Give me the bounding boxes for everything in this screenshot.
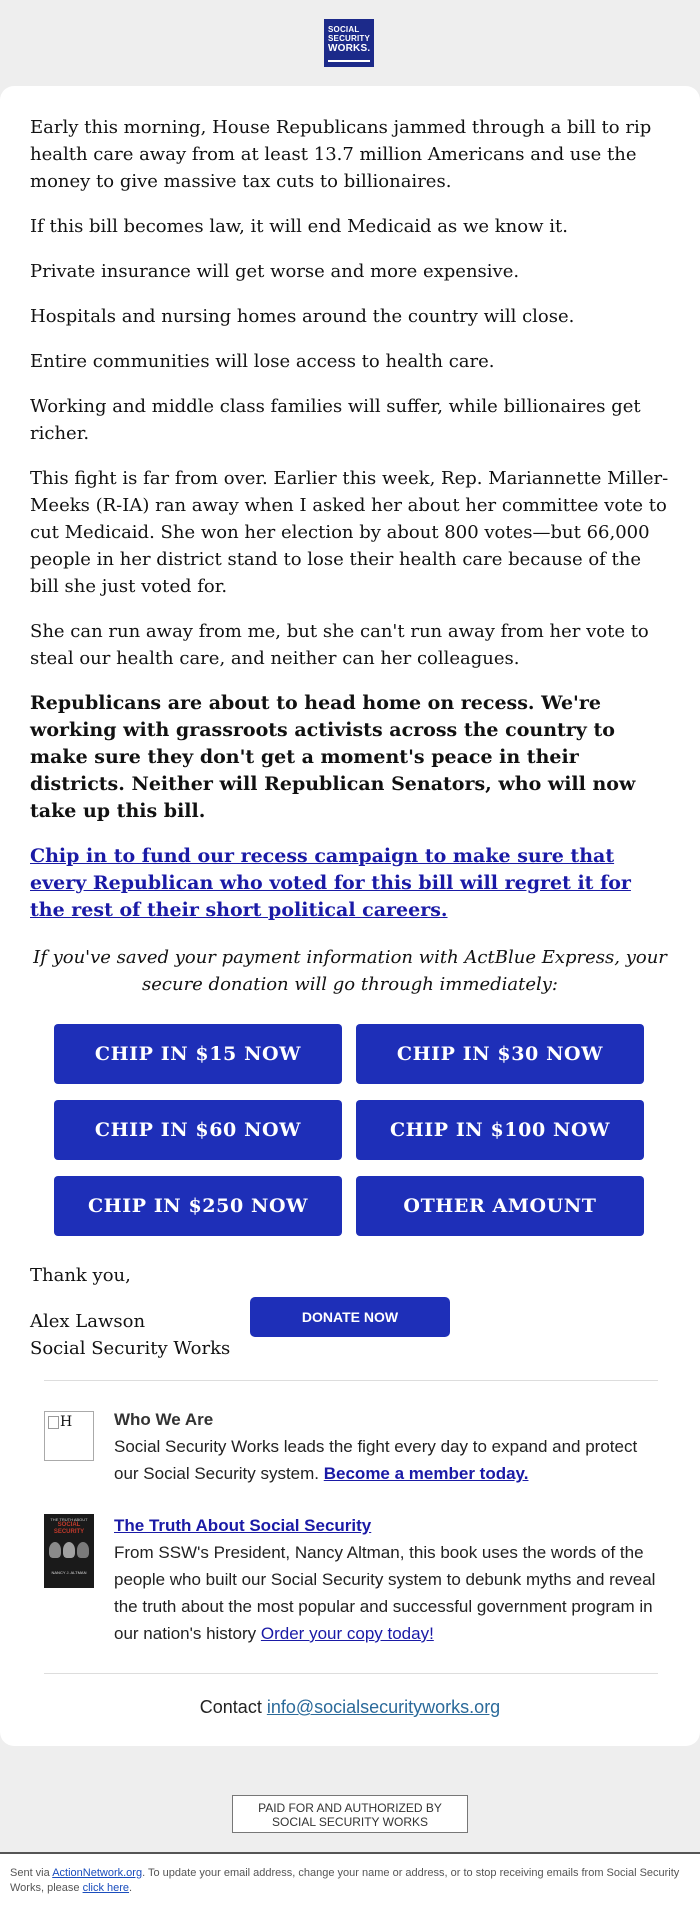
logo-line-1: SOCIAL bbox=[328, 25, 360, 34]
broken-image bbox=[44, 1411, 94, 1461]
header bbox=[0, 0, 700, 86]
portrait-icon bbox=[49, 1542, 61, 1558]
ssw-logo[interactable] bbox=[324, 19, 374, 67]
logo-underline bbox=[328, 60, 370, 62]
email-card bbox=[0, 86, 700, 1746]
chip-in-30-button[interactable]: CHIP IN $30 NOW bbox=[356, 1024, 644, 1084]
book-cover-top: THE TRUTH ABOUT bbox=[50, 1517, 88, 1522]
footer-middle: . To update your email address, change your name or address, or to stop receiving emails from Social Security Works, please bbox=[10, 1867, 680, 1894]
paragraph: Working and middle class families will suffer, while billionaires get richer. bbox=[30, 396, 641, 444]
signoff-thanks: Thank you, bbox=[30, 1265, 131, 1286]
divider bbox=[44, 1380, 658, 1381]
chip-in-100-button[interactable]: CHIP IN $100 NOW bbox=[356, 1100, 644, 1160]
contact-email-link[interactable]: info@socialsecurityworks.org bbox=[266, 1697, 501, 1717]
actblue-note: If you've saved your payment information with ActBlue Express, your secure donation will go through immediately: bbox=[33, 947, 667, 995]
who-we-are-title: Who We Are bbox=[114, 1410, 214, 1429]
actionnetwork-link[interactable]: ActionNetwork.org bbox=[52, 1867, 143, 1879]
broken-image-alt: H bbox=[60, 1414, 73, 1430]
other-amount-button[interactable]: OTHER AMOUNT bbox=[356, 1176, 644, 1236]
who-we-are-text: Social Security Works leads the fight every day to expand and protect our Social Security system. bbox=[114, 1437, 638, 1483]
book-cover-title: SOCIAL SECURITY bbox=[53, 1522, 85, 1535]
book-cover-portraits bbox=[44, 1542, 94, 1558]
paid-line-1: PAID FOR AND AUTHORIZED BY bbox=[258, 1801, 442, 1815]
chip-in-15-button[interactable]: CHIP IN $15 NOW bbox=[54, 1024, 342, 1084]
signoff-name: Alex Lawson bbox=[30, 1311, 146, 1332]
footer-prefix: Sent via bbox=[10, 1867, 50, 1879]
chip-in-250-button[interactable]: CHIP IN $250 NOW bbox=[54, 1176, 342, 1236]
divider bbox=[44, 1673, 658, 1674]
paragraph: This fight is far from over. Earlier this week, Rep. Mariannette Miller-Meeks (R-IA) ran away when I asked her about her committee vote to cut Medicaid. She won her election by about 800 votes—but 66,000 people in her district stand to lose their health care because of the bill she just voted for. bbox=[30, 468, 669, 597]
portrait-icon bbox=[77, 1542, 89, 1558]
book-block bbox=[114, 1512, 659, 1647]
broken-image-icon bbox=[48, 1416, 59, 1429]
paragraph: If this bill becomes law, it will end Medicaid as we know it. bbox=[30, 216, 568, 237]
donation-button-grid bbox=[54, 1024, 670, 1236]
contact-line bbox=[0, 1697, 700, 1718]
paid-line-2: SOCIAL SECURITY WORKS bbox=[271, 1815, 429, 1829]
paragraph: Hospitals and nursing homes around the country will close. bbox=[30, 306, 575, 327]
chip-in-60-button[interactable]: CHIP IN $60 NOW bbox=[54, 1100, 342, 1160]
unsubscribe-link[interactable]: click here bbox=[82, 1882, 130, 1894]
paid-for-box bbox=[232, 1795, 468, 1833]
chip-in-link[interactable]: Chip in to fund our recess campaign to make sure that every Republican who voted for this bill will regret it for the rest of their short political careers. bbox=[30, 845, 631, 921]
paragraph: She can run away from me, but she can't run away from her vote to steal our health care, and neither can her colleagues. bbox=[30, 621, 649, 669]
paragraph: Private insurance will get worse and more expensive. bbox=[30, 261, 520, 282]
book-title-link[interactable]: The Truth About Social Security bbox=[114, 1516, 372, 1535]
bold-paragraph: Republicans are about to head home on recess. We're working with grassroots activists across the country to make sure they don't get a moment's peace in their districts. Neither will Republican Senators, who will now take up this bill. bbox=[30, 692, 636, 822]
logo-line-3: WORKS. bbox=[328, 43, 371, 54]
email-body bbox=[30, 114, 670, 1362]
portrait-icon bbox=[63, 1542, 75, 1558]
footer-end: . bbox=[129, 1882, 133, 1894]
book-cover-author: NANCY J. ALTMAN bbox=[51, 1570, 87, 1575]
who-we-are-block bbox=[114, 1406, 659, 1487]
signoff-org: Social Security Works bbox=[30, 1338, 231, 1359]
contact-label: Contact bbox=[199, 1697, 262, 1717]
logo-line-2: SECURITY bbox=[328, 34, 371, 43]
donate-now-button[interactable]: DONATE NOW bbox=[250, 1297, 450, 1337]
book-text: From SSW's President, Nancy Altman, this book uses the words of the people who built our Social Security system to debunk myths and reveal the truth about the most popular and successful government program in our nation's history bbox=[114, 1543, 656, 1643]
order-copy-link[interactable]: Order your copy today! bbox=[260, 1624, 434, 1643]
paragraph: Entire communities will lose access to health care. bbox=[30, 351, 495, 372]
paragraph: Early this morning, House Republicans jammed through a bill to rip health care away from at least 13.7 million Americans and use the money to give massive tax cuts to billionaires. bbox=[30, 117, 652, 192]
book-cover-image[interactable] bbox=[44, 1514, 94, 1588]
footer bbox=[0, 1852, 700, 1920]
become-member-link[interactable]: Become a member today. bbox=[323, 1464, 529, 1483]
